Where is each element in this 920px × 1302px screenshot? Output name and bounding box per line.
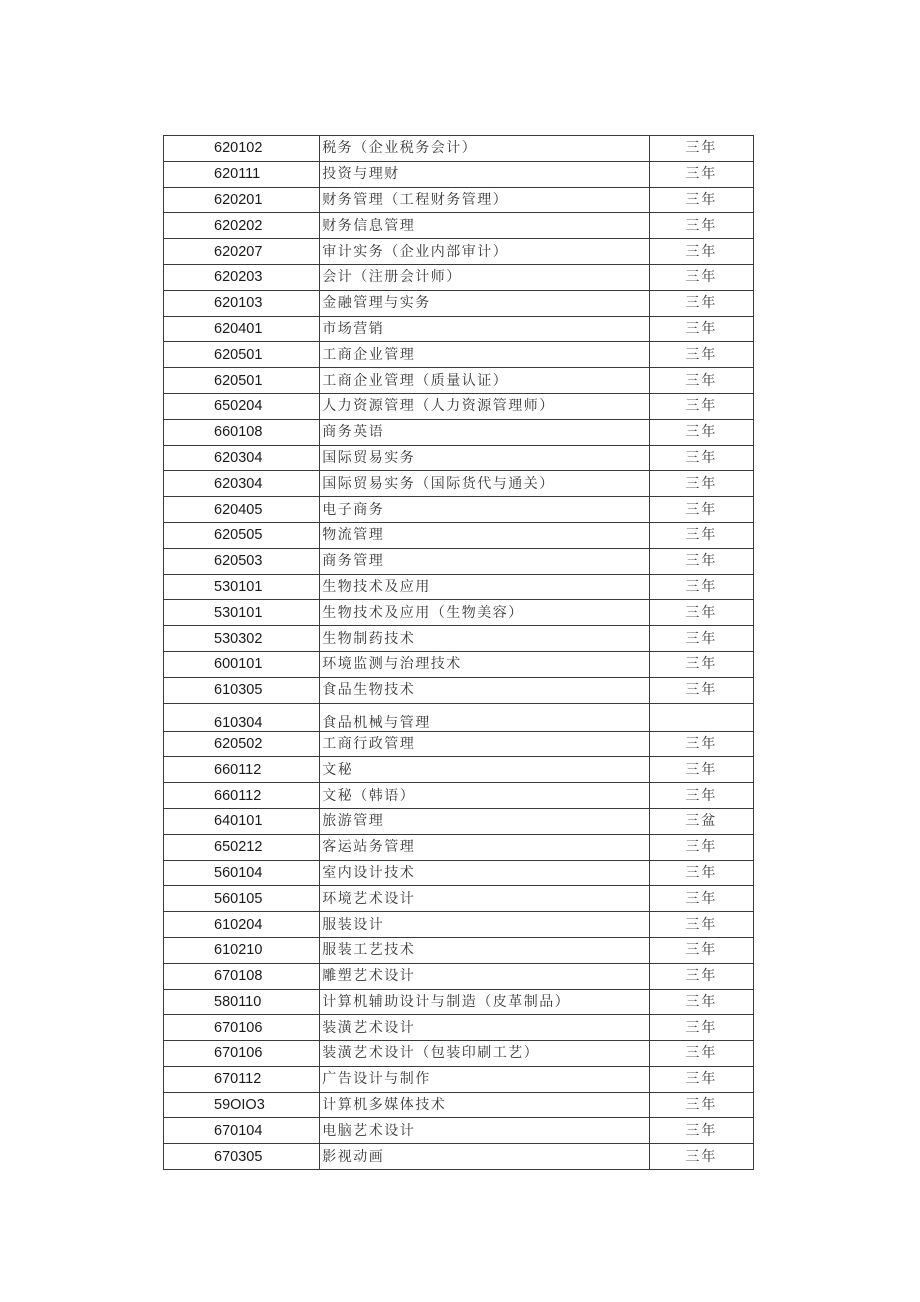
program-code-cell: 620202	[164, 213, 320, 239]
program-code-cell: 620405	[164, 497, 320, 523]
program-duration-cell: 三年	[649, 161, 753, 187]
program-code-cell: 620501	[164, 368, 320, 394]
program-name-cell: 食品机械与管理	[320, 703, 650, 731]
table-row	[164, 626, 754, 652]
program-duration-cell: 三年	[649, 757, 753, 783]
program-code-cell: 670104	[164, 1118, 320, 1144]
program-duration-cell: 三年	[649, 239, 753, 265]
program-duration-cell: 三盆	[649, 808, 753, 834]
table-row	[164, 1015, 754, 1041]
program-name-cell: 生物技术及应用（生物美容）	[320, 600, 650, 626]
program-name-cell: 工商企业管理（质量认证）	[320, 368, 650, 394]
program-code-cell: 640101	[164, 808, 320, 834]
table-row	[164, 161, 754, 187]
program-duration-cell: 三年	[649, 886, 753, 912]
program-name-cell: 物流管理	[320, 522, 650, 548]
program-code-cell: 620502	[164, 731, 320, 757]
program-name-cell: 服装工艺技术	[320, 937, 650, 963]
table-row	[164, 1041, 754, 1067]
program-name-cell: 影视动画	[320, 1144, 650, 1170]
program-name-cell: 装潢艺术设计（包装印刷工艺）	[320, 1041, 650, 1067]
program-duration-cell: 三年	[649, 626, 753, 652]
program-duration-cell: 三年	[649, 783, 753, 809]
program-duration-cell: 三年	[649, 393, 753, 419]
program-duration-cell: 三年	[649, 1015, 753, 1041]
program-name-cell: 环境监测与治理技术	[320, 651, 650, 677]
program-code-cell: 670106	[164, 1015, 320, 1041]
program-name-cell: 国际贸易实务	[320, 445, 650, 471]
program-name-cell: 环境艺术设计	[320, 886, 650, 912]
program-name-cell: 商务英语	[320, 419, 650, 445]
table-row	[164, 342, 754, 368]
program-code-cell: 620203	[164, 264, 320, 290]
program-duration-cell: 三年	[649, 731, 753, 757]
program-duration-cell: 三年	[649, 1041, 753, 1067]
program-name-cell: 商务管理	[320, 548, 650, 574]
program-duration-cell: 三年	[649, 368, 753, 394]
program-code-cell: 620503	[164, 548, 320, 574]
program-code-cell: 620111	[164, 161, 320, 187]
program-duration-cell: 三年	[649, 989, 753, 1015]
table-row	[164, 912, 754, 938]
program-code-cell: 660112	[164, 783, 320, 809]
program-code-cell: 620501	[164, 342, 320, 368]
table-row	[164, 497, 754, 523]
table-row	[164, 187, 754, 213]
table-row	[164, 808, 754, 834]
program-duration-cell: 三年	[649, 316, 753, 342]
program-duration-cell: 三年	[649, 937, 753, 963]
table-row	[164, 368, 754, 394]
program-code-cell: 620207	[164, 239, 320, 265]
program-name-cell: 生物技术及应用	[320, 574, 650, 600]
table-row	[164, 239, 754, 265]
program-duration-cell: 三年	[649, 963, 753, 989]
table-row	[164, 264, 754, 290]
table-row	[164, 703, 754, 731]
program-name-cell: 电子商务	[320, 497, 650, 523]
program-code-cell: 560104	[164, 860, 320, 886]
program-duration-cell: 三年	[649, 548, 753, 574]
program-name-cell: 文秘（韩语）	[320, 783, 650, 809]
program-code-cell: 610304	[164, 703, 320, 731]
table-row	[164, 213, 754, 239]
program-duration-cell: 三年	[649, 600, 753, 626]
table-row	[164, 963, 754, 989]
table-row	[164, 445, 754, 471]
program-code-cell: 610210	[164, 937, 320, 963]
program-table	[163, 135, 754, 1170]
table-row	[164, 860, 754, 886]
table-row	[164, 574, 754, 600]
program-code-cell: 610305	[164, 677, 320, 703]
program-duration-cell: 三年	[649, 471, 753, 497]
program-name-cell: 室内设计技术	[320, 860, 650, 886]
program-duration-cell: 三年	[649, 1066, 753, 1092]
program-duration-cell: 三年	[649, 677, 753, 703]
program-name-cell: 工商企业管理	[320, 342, 650, 368]
program-code-cell: 660112	[164, 757, 320, 783]
program-code-cell: 610204	[164, 912, 320, 938]
program-code-cell: 530101	[164, 600, 320, 626]
program-duration-cell: 三年	[649, 290, 753, 316]
program-code-cell: 650204	[164, 393, 320, 419]
program-duration-cell: 三年	[649, 860, 753, 886]
program-duration-cell: 三年	[649, 834, 753, 860]
table-row	[164, 290, 754, 316]
table-row	[164, 783, 754, 809]
program-duration-cell: 三年	[649, 1118, 753, 1144]
table-row	[164, 316, 754, 342]
table-row	[164, 651, 754, 677]
program-duration-cell: 三年	[649, 419, 753, 445]
program-duration-cell: 三年	[649, 497, 753, 523]
table-row	[164, 937, 754, 963]
program-name-cell: 广告设计与制作	[320, 1066, 650, 1092]
program-name-cell: 服装设计	[320, 912, 650, 938]
program-code-cell: 670305	[164, 1144, 320, 1170]
program-name-cell: 食品生物技术	[320, 677, 650, 703]
program-name-cell: 投资与理财	[320, 161, 650, 187]
table-row	[164, 989, 754, 1015]
program-duration-cell: 三年	[649, 445, 753, 471]
table-row	[164, 886, 754, 912]
table-row	[164, 1144, 754, 1170]
program-code-cell: 560105	[164, 886, 320, 912]
program-duration-cell: 三年	[649, 651, 753, 677]
table-row	[164, 834, 754, 860]
program-name-cell: 审计实务（企业内部审计）	[320, 239, 650, 265]
program-name-cell: 生物制药技术	[320, 626, 650, 652]
program-table-body	[164, 136, 754, 1170]
program-code-cell: 670112	[164, 1066, 320, 1092]
program-name-cell: 市场营销	[320, 316, 650, 342]
program-duration-cell: 三年	[649, 1144, 753, 1170]
program-name-cell: 装潢艺术设计	[320, 1015, 650, 1041]
program-code-cell: 620102	[164, 136, 320, 162]
program-duration-cell: 三年	[649, 912, 753, 938]
table-row	[164, 1066, 754, 1092]
table-row	[164, 522, 754, 548]
program-code-cell: 620201	[164, 187, 320, 213]
program-code-cell: 650212	[164, 834, 320, 860]
program-code-cell: 530302	[164, 626, 320, 652]
table-row	[164, 136, 754, 162]
table-row	[164, 419, 754, 445]
program-name-cell: 财务信息管理	[320, 213, 650, 239]
program-duration-cell: 三年	[649, 574, 753, 600]
program-code-cell: 620304	[164, 445, 320, 471]
table-row	[164, 1118, 754, 1144]
program-name-cell: 税务（企业税务会计）	[320, 136, 650, 162]
program-duration-cell: 三年	[649, 1092, 753, 1118]
program-code-cell: 660108	[164, 419, 320, 445]
program-name-cell: 工商行政管理	[320, 731, 650, 757]
table-row	[164, 757, 754, 783]
program-name-cell: 国际贸易实务（国际货代与通关）	[320, 471, 650, 497]
program-name-cell: 计算机辅助设计与制造（皮革制品）	[320, 989, 650, 1015]
program-code-cell: 580110	[164, 989, 320, 1015]
program-name-cell: 电脑艺术设计	[320, 1118, 650, 1144]
program-code-cell: 600101	[164, 651, 320, 677]
program-code-cell: 620401	[164, 316, 320, 342]
program-name-cell: 计算机多媒体技术	[320, 1092, 650, 1118]
program-name-cell: 金融管理与实务	[320, 290, 650, 316]
program-duration-cell: 三年	[649, 522, 753, 548]
program-name-cell: 雕塑艺术设计	[320, 963, 650, 989]
table-row	[164, 677, 754, 703]
program-code-cell: 620103	[164, 290, 320, 316]
program-duration-cell: 三年	[649, 187, 753, 213]
table-row	[164, 731, 754, 757]
program-duration-cell	[649, 703, 753, 731]
program-duration-cell: 三年	[649, 213, 753, 239]
program-name-cell: 客运站务管理	[320, 834, 650, 860]
table-row	[164, 600, 754, 626]
program-duration-cell: 三年	[649, 264, 753, 290]
program-code-cell: 670108	[164, 963, 320, 989]
table-row	[164, 1092, 754, 1118]
program-code-cell: 620505	[164, 522, 320, 548]
program-name-cell: 财务管理（工程财务管理）	[320, 187, 650, 213]
program-name-cell: 人力资源管理（人力资源管理师）	[320, 393, 650, 419]
table-row	[164, 393, 754, 419]
program-duration-cell: 三年	[649, 136, 753, 162]
program-code-cell: 670106	[164, 1041, 320, 1067]
program-code-cell: 620304	[164, 471, 320, 497]
program-code-cell: 530101	[164, 574, 320, 600]
program-name-cell: 会计（注册会计师）	[320, 264, 650, 290]
program-duration-cell: 三年	[649, 342, 753, 368]
program-name-cell: 旅游管理	[320, 808, 650, 834]
program-name-cell: 文秘	[320, 757, 650, 783]
table-row	[164, 471, 754, 497]
table-row	[164, 548, 754, 574]
program-code-cell: 59OIO3	[164, 1092, 320, 1118]
